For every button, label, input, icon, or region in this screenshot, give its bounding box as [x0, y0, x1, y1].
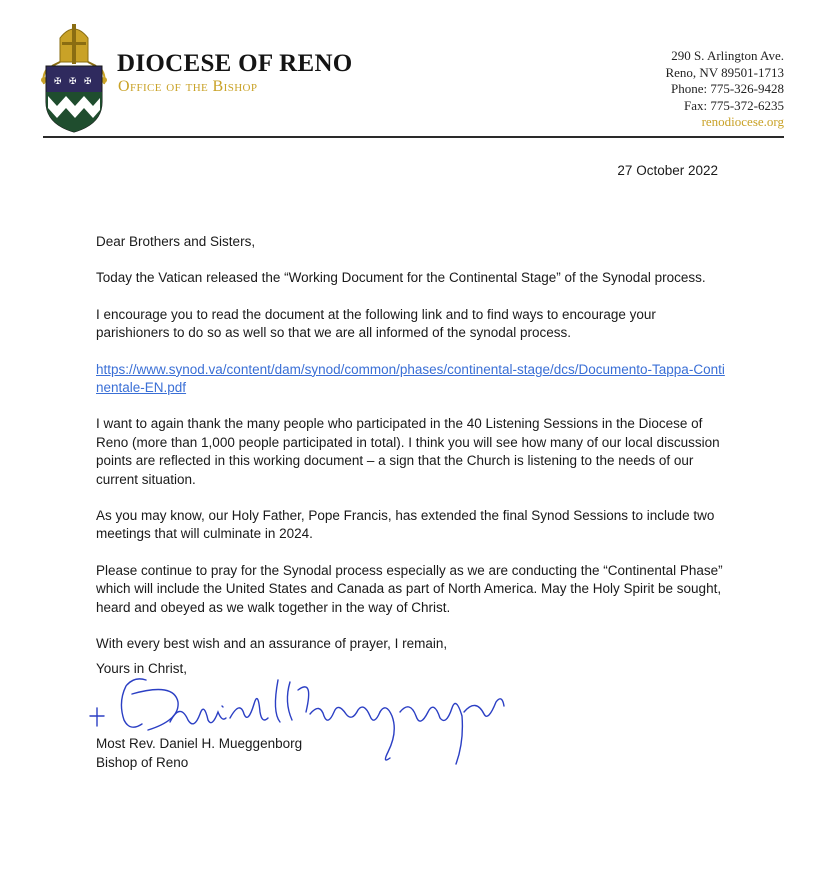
paragraph-5: Please continue to pray for the Synodal process especially as we are conducting the “Continental Phase” which will include the United States and Canada as part of North America. May the Holy Spirit be sought, heard and obeyed as we walk together in the way of Christ. — [96, 562, 723, 615]
document-link[interactable]: https://www.synod.va/content/dam/synod/common/phases/continental-stage/dcs/Documento-Tappa-Continentale-EN.pdf — [96, 361, 725, 396]
signer-block — [96, 734, 302, 772]
address-line-1: 290 S. Arlington Ave. — [671, 48, 784, 63]
header-rule — [43, 136, 784, 138]
fax: Fax: 775-372-6235 — [683, 97, 784, 113]
org-office: Office of the Bishop — [118, 78, 258, 95]
signer-title: Bishop of Reno — [96, 755, 189, 770]
address-line-2: Reno, NV 89501-1713 — [665, 64, 784, 80]
paragraph-1: Today the Vatican released the “Working Document for the Continental Stage” of the Synodal process. — [96, 270, 706, 286]
signer-name: Most Rev. Daniel H. Mueggenborg — [96, 736, 303, 751]
website: renodiocese.org — [701, 114, 784, 130]
paragraph-3: I want to again thank the many people who participated in the 40 Listening Sessions in the Diocese of Reno (more than 1,000 people participated in total). I think you will see how many of our local discussion points are reflected in this working document – a sign that the Church is listening to the needs of our current situation. — [96, 416, 720, 487]
salutation: Dear Brothers and Sisters, — [96, 234, 256, 249]
closing: Yours in Christ, — [96, 661, 188, 676]
svg-text:✠: ✠ — [84, 77, 92, 87]
svg-text:✠: ✠ — [69, 77, 77, 87]
contact-block — [665, 48, 784, 131]
paragraph-4: As you may know, our Holy Father, Pope Francis, has extended the final Synod Sessions to include two meetings that will culminate in 2024. — [96, 508, 715, 542]
org-name: DIOCESE OF RENO — [117, 50, 353, 77]
letterhead — [0, 0, 814, 140]
paragraph-2: I encourage you to read the document at the following link and to find ways to encourage your parishioners to do so as well so that we are all informed of the synodal process. — [96, 306, 656, 341]
paragraph-link — [96, 361, 726, 398]
diocese-crest-icon — [38, 22, 110, 134]
phone: Phone: 775-326-9428 — [670, 81, 784, 97]
letter-date: 27 October 2022 — [617, 163, 718, 178]
svg-text:✠: ✠ — [54, 77, 62, 87]
letter-body — [96, 233, 726, 672]
paragraph-6: With every best wish and an assurance of prayer, I remain, — [96, 636, 448, 652]
